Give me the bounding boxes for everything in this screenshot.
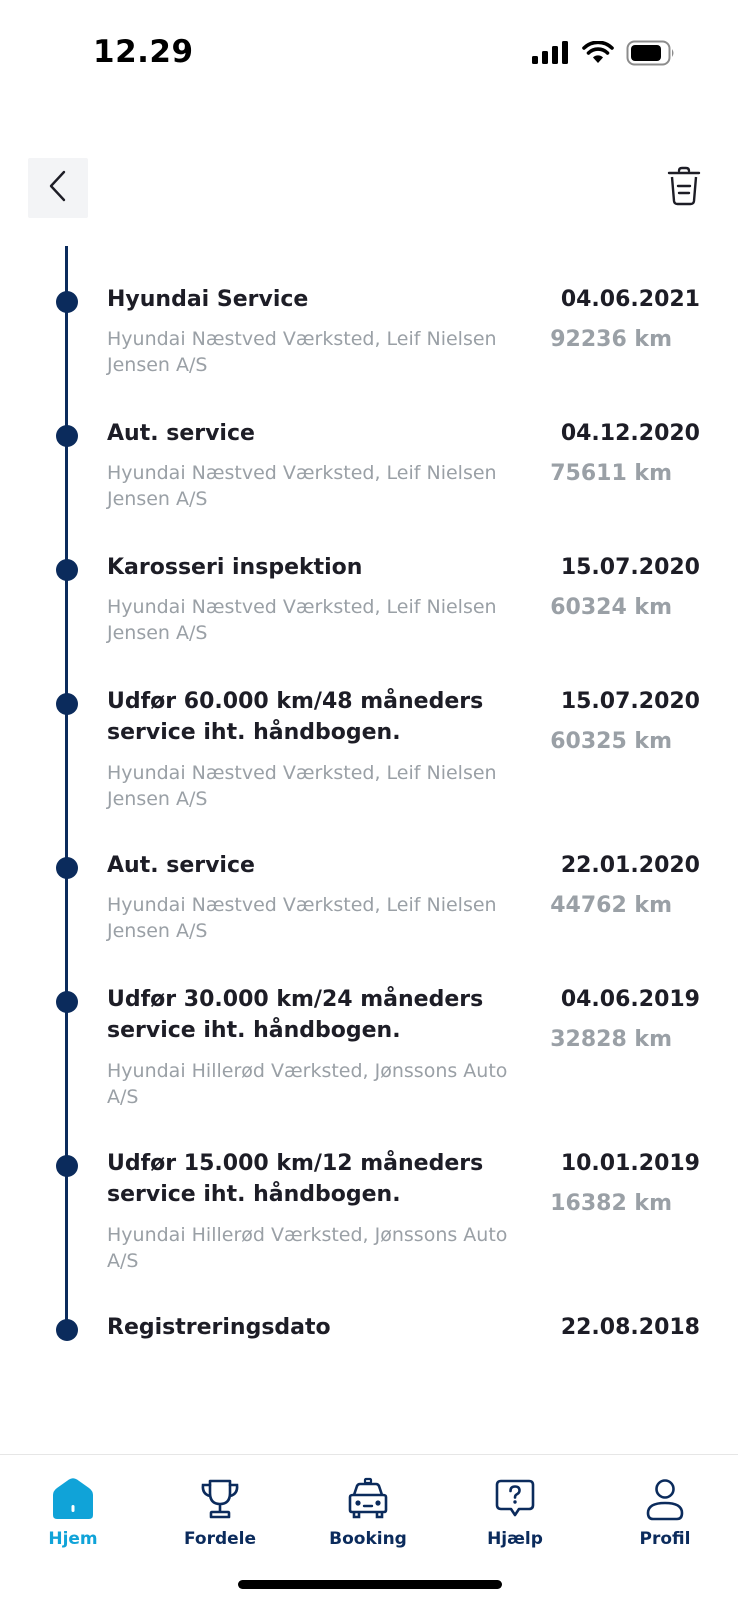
timeline-dot [56,1155,78,1177]
entry-date: 15.07.2020 [560,689,700,714]
home-indicator [238,1580,502,1589]
entry-title: Hyundai Service [107,287,309,312]
entry-mileage: 32828 km [550,1027,672,1052]
back-button[interactable] [28,158,88,218]
entry-date: 04.06.2019 [560,987,700,1012]
delete-button[interactable] [658,162,710,214]
trash-icon [666,166,702,210]
status-time: 12.29 [93,34,194,70]
entry-mileage: 92236 km [550,327,672,352]
status-bar [0,0,738,110]
entry-date: 10.01.2019 [560,1151,700,1176]
entry-location: Hyundai Næstved Værksted, Leif Nielsen Jensen A/S [107,762,497,810]
timeline-dot [56,425,78,447]
nav-label-benefits: Fordele [183,1529,257,1549]
entry-location: Hyundai Næstved Værksted, Leif Nielsen Jensen A/S [107,328,497,376]
cellular-signal-icon [532,41,570,69]
entry-mileage: 60324 km [550,595,672,620]
timeline-dot [56,857,78,879]
entry-mileage: 60325 km [550,729,672,754]
entry-date: 22.01.2020 [560,853,700,878]
trophy-icon [196,1475,244,1523]
car-icon [344,1475,392,1523]
entry-date: 04.06.2021 [560,287,700,312]
home-icon [49,1475,97,1523]
entry-location: Hyundai Næstved Værksted, Leif Nielsen Jensen A/S [107,894,497,942]
wifi-icon [582,41,614,69]
battery-icon [626,40,676,70]
timeline-dot [56,693,78,715]
bottom-navigation [0,1454,738,1601]
timeline-dot [56,291,78,313]
nav-item-help[interactable] [455,1475,575,1549]
status-icons [532,40,676,70]
entry-mileage: 16382 km [550,1191,672,1216]
help-chat-icon [491,1475,539,1523]
entry-title: Udfør 60.000 km/48 måneders service iht. håndbogen. [107,689,484,745]
entry-location: Hyundai Hillerød Værksted, Jønssons Auto A/S [107,1224,508,1272]
entry-title: Registreringsdato [107,1315,331,1340]
nav-item-home[interactable] [13,1475,133,1549]
service-history-timeline [0,246,738,1342]
nav-label-help: Hjælp [487,1529,543,1549]
user-icon [641,1475,689,1523]
entry-location: Hyundai Næstved Værksted, Leif Nielsen Jensen A/S [107,462,497,510]
entry-mileage: 44762 km [550,893,672,918]
entry-date: 04.12.2020 [560,421,700,446]
nav-item-profile[interactable] [605,1475,725,1549]
timeline-dot [56,559,78,581]
timeline-dot [56,1319,78,1341]
nav-item-benefits[interactable] [160,1475,280,1549]
entry-date: 22.08.2018 [560,1315,700,1340]
entry-location: Hyundai Næstved Værksted, Leif Nielsen Jensen A/S [107,596,497,644]
nav-item-booking[interactable] [308,1475,428,1549]
entry-title: Karosseri inspektion [107,555,363,580]
entry-title: Udfør 15.000 km/12 måneders service iht. håndbogen. [107,1151,484,1207]
entry-title: Aut. service [107,421,255,446]
nav-label-home: Hjem [48,1529,98,1549]
entry-title: Udfør 30.000 km/24 måneders service iht. håndbogen. [107,987,484,1043]
timeline-dot [56,991,78,1013]
nav-label-booking: Booking [329,1529,407,1549]
chevron-left-icon [46,169,70,207]
entry-title: Aut. service [107,853,255,878]
entry-date: 15.07.2020 [560,555,700,580]
nav-label-profile: Profil [639,1529,691,1549]
entry-location: Hyundai Hillerød Værksted, Jønssons Auto A/S [107,1060,508,1108]
entry-mileage: 75611 km [550,461,672,486]
